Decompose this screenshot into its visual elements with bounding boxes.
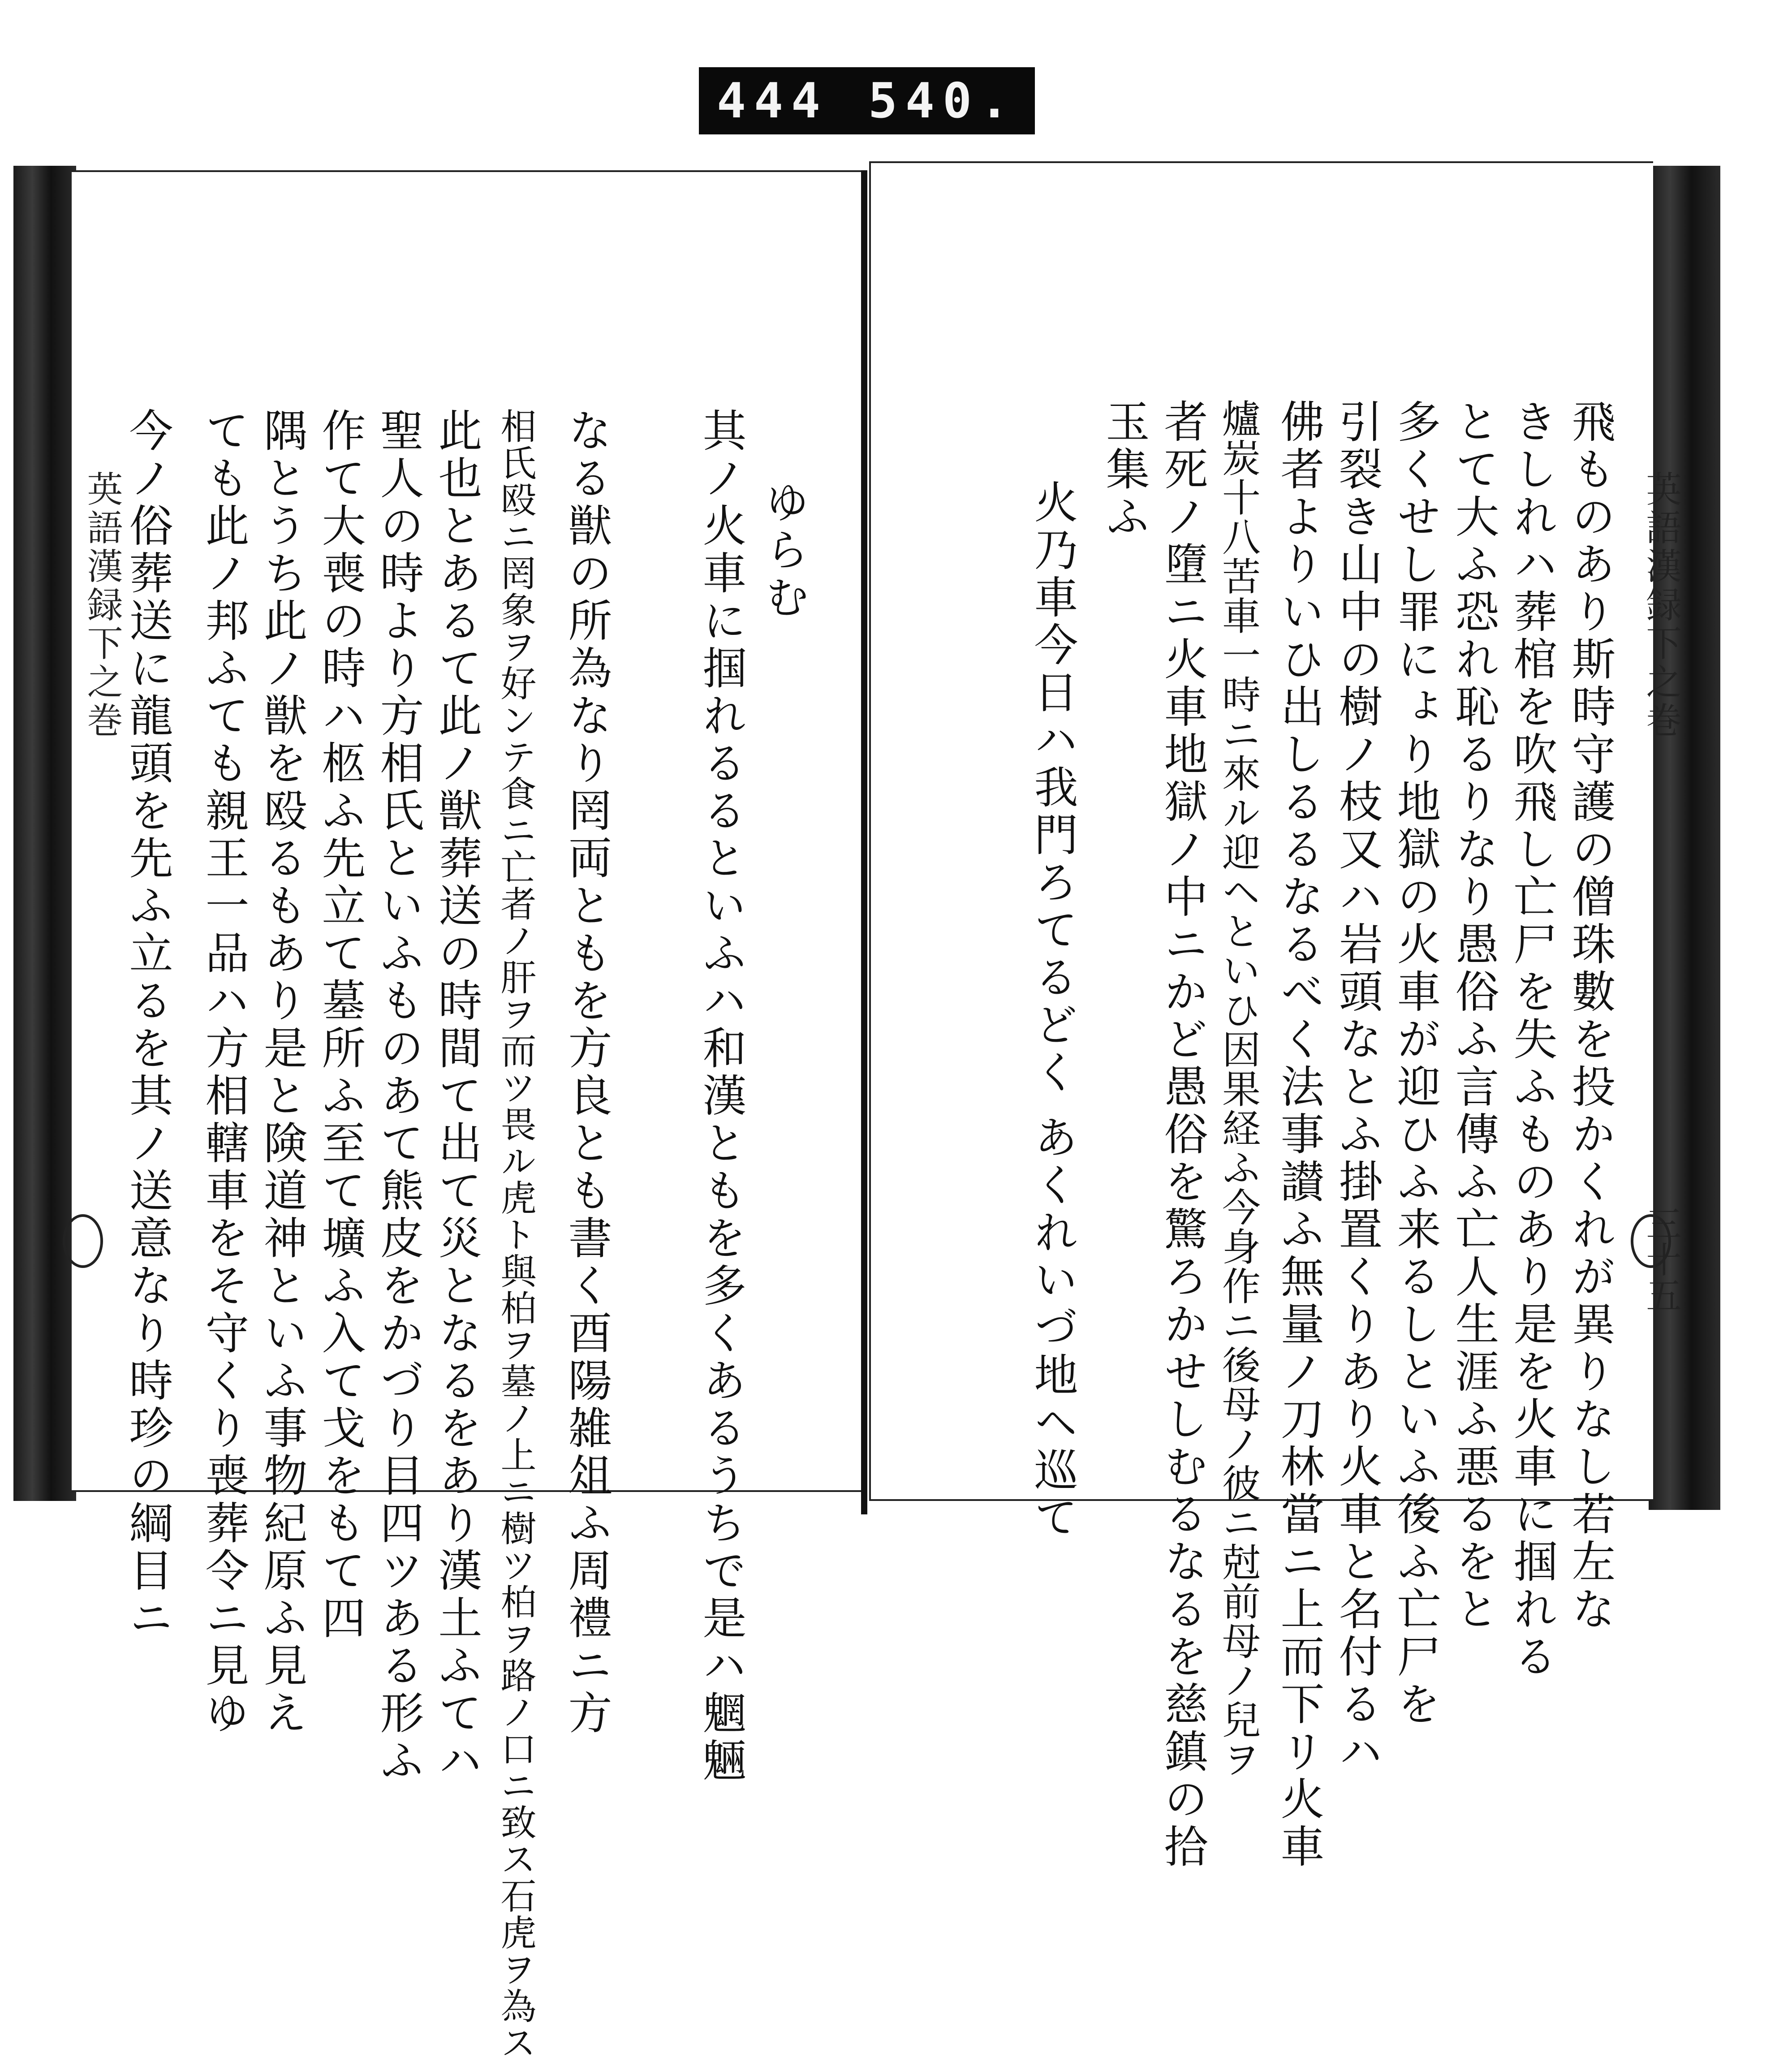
left-text-column: 作て大喪の時ハ柩ふ先立て墓所ふ至て壙ふ入て戈をもて四	[314, 408, 366, 1643]
catalog-label-plate	[699, 67, 1035, 134]
right-text-column: 飛ものあり斯時守護の僧珠數を投かくれが異りなし若左な	[1564, 399, 1615, 1634]
right-text-column: 玉集ふ	[1098, 399, 1150, 541]
right-text-column: とて大ふ恐れ恥るりなり愚俗ふ言傳ふ亡人生涯ふ悪るをと	[1448, 399, 1499, 1634]
left-text-column: 相氏殴ニ罔象ヲ好ンテ食ニ亡者ノ肝ヲ而ツ畏ル虎ト與柏ヲ墓ノ上ニ樹ツ柏ヲ路ノ口ニ致ス石虎ヲ為ス	[495, 408, 536, 2061]
right-text-column: 佛者よりいひ出しるるなるべく法事讃ふ無量ノ刀林當ニ上而下リ火車	[1273, 399, 1324, 1871]
left-text-column: 其ノ火車に掴れるるといふハ和漢ともを多くあるうちで是ハ魍魎	[695, 408, 746, 1785]
right-text-column: 引裂き山中の樹ノ枝又ハ岩頭なとふ掛置くりあり火車と名付るハ	[1331, 399, 1383, 1776]
book-gutter	[861, 170, 867, 1514]
open-book	[0, 148, 1747, 2061]
left-text-column: 此也とあるて此ノ獣葬送の時間て出て災となるをあり漢土ふてハ	[431, 408, 482, 1785]
left-text-column: ても此ノ邦ふても親王一品ハ方相轄車をそ守くり喪葬令ニ見ゆ	[198, 408, 249, 1738]
right-page-text	[918, 399, 1617, 1871]
right-text-column: 爐炭十八苦車一時ニ來ル迎ヘといひ因果経ふ今身作ニ後母ノ彼ニ尅前母ノ兒ヲ	[1215, 399, 1260, 1779]
left-page-text	[122, 408, 824, 2061]
right-poem-column: 火乃車今日ハ我門ろてるどく あくれいづ地ヘ巡て	[1027, 479, 1078, 1542]
right-text-column: 者死ノ墮ニ火車地獄ノ中ニかど愚俗を驚ろかせしむるなるを慈鎮の拾	[1157, 399, 1208, 1871]
left-text-column: 聖人の時より方相氏といふものあて熊皮をかづり目四ツある形ふ	[373, 408, 424, 1785]
binding-ring-left	[63, 1214, 103, 1268]
left-text-column: 今ノ俗葬送に龍頭を先ふ立るを其ノ送意なり時珍の綱目ニ	[122, 408, 173, 1643]
catalog-number-left: 444	[717, 73, 829, 129]
page-edge-left	[13, 166, 76, 1501]
right-text-column: きしれハ葬棺を吹飛し亡尸を失ふものあり是を火車に掴れる	[1506, 399, 1557, 1681]
left-text-column: ゆらむ	[758, 479, 809, 622]
left-text-column: 隅とうち此ノ獣を殴るもあり是と険道神といふ事物紀原ふ見え	[256, 408, 307, 1738]
catalog-number-right: 540.	[868, 73, 1017, 129]
right-text-column: 多くせし罪にょり地獄の火車が迎ひふ来るしといふ後ふ亡尸を	[1390, 399, 1441, 1729]
left-running-head: 英語漢録下之巻	[81, 470, 123, 740]
left-text-column: なる獣の所為なり罔両ともを方良とも書く酉陽雑俎ふ周禮ニ方	[561, 408, 612, 1738]
binding-ring-right	[1631, 1214, 1671, 1268]
right-running-head: 英語漢録下之巻	[1640, 470, 1682, 740]
right-page-number: 三十五	[1640, 1205, 1682, 1313]
